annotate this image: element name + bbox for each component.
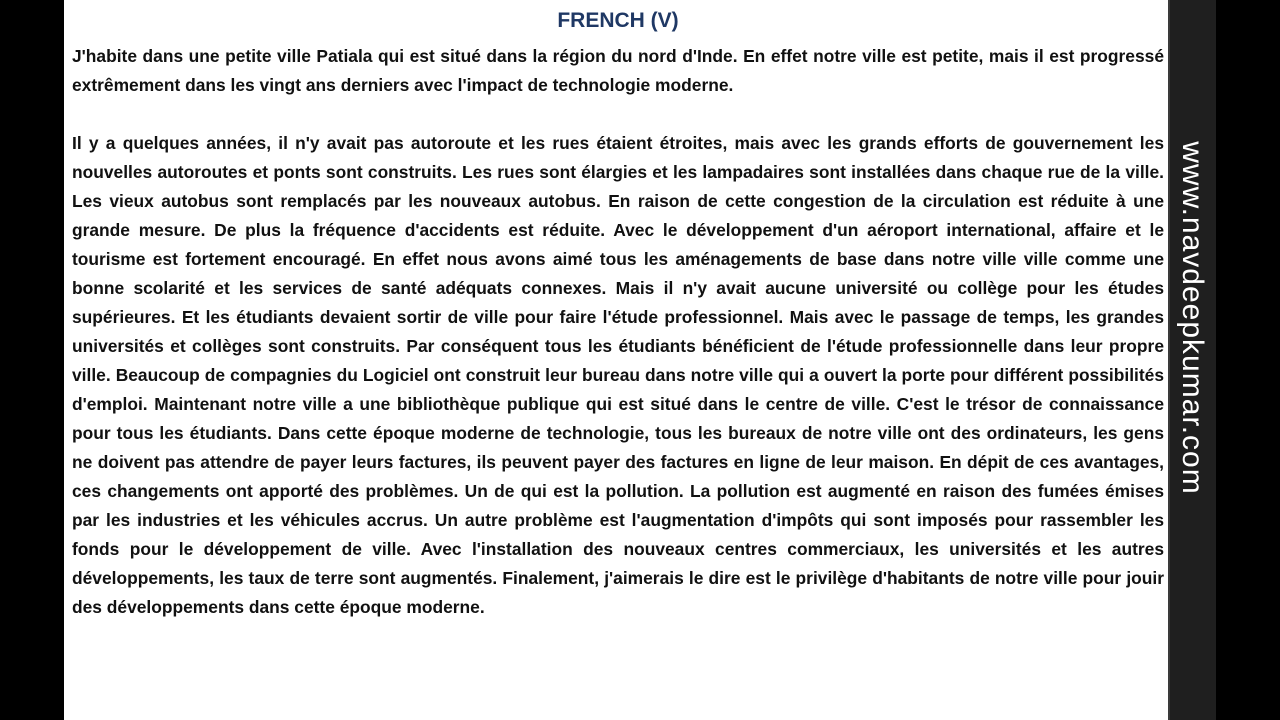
paragraph-intro: J'habite dans une petite ville Patiala qui est situé dans la région du nord d'Inde. En effet notre ville est petite, mais il est progressé extrêmement dans les vingt ans derniers avec l'impact de technologie moderne. [72, 46, 1164, 95]
document-page [64, 0, 1168, 720]
website-watermark: www.navdeepkumar.com [1176, 141, 1209, 495]
paragraph-body: Il y a quelques années, il n'y avait pas autoroute et les rues étaient étroites, mais avec les grands efforts de gouvernement les nouvelles autoroutes et ponts sont construits. Les rues sont élargies et les lampadaires sont installées dans chaque rue de la ville. Les vieux autobus sont remplacés par les nouveaux autobus. En raison de cette congestion de la circulation est réduite à une grande mesure. De plus la fréquence d'accidents est réduite. Avec le développement d'un aéroport international, affaire et le tourisme est fortement encouragé. En effet nous avons aimé tous les aménagements de base dans notre ville ville comme une bonne scolarité et les services de santé adéquats connexes. Mais il n'y avait aucune université ou collège pour les études supérieures. Et les étudiants devaient sortir de ville pour faire l'étude professionnel. Mais avec le passage de temps, les grandes universités et collèges sont construits. Par conséquent tous les étudiants bénéficient de l'étude professionnelle dans leur propre ville. Beaucoup de compagnies du Logiciel ont construit leur bureau dans notre ville qui a ouvert la porte pour différent possibilités d'emploi. Maintenant notre ville a une bibliothèque publique qui est situé dans le centre de ville. C'est le trésor de connaissance pour tous les étudiants. Dans cette époque moderne de technologie, tous les bureaux de notre ville ont des ordinateurs, les gens ne doivent pas attendre de payer leurs factures, ils peuvent payer des factures en ligne de leur maison. En dépit de ces avantages, ces changements ont apporté des problèmes. Un de qui est la pollution. La pollution est augmenté en raison des fumées émises par les industries et les véhicules accrus. Un autre problème est l'augmentation d'impôts qui sont imposés pour rassembler les fonds pour le développement de ville. Avec l'installation des nouveaux centres commerciaux, les universités et les autres développements, les taux de terre sont augmentés. Finalement, j'aimerais le dire est le privilège d'habitants de notre ville pour jouir des développements dans cette époque moderne. [72, 133, 1164, 617]
paragraph-gap [72, 100, 1164, 129]
page-title: FRENCH (V) [557, 9, 679, 32]
